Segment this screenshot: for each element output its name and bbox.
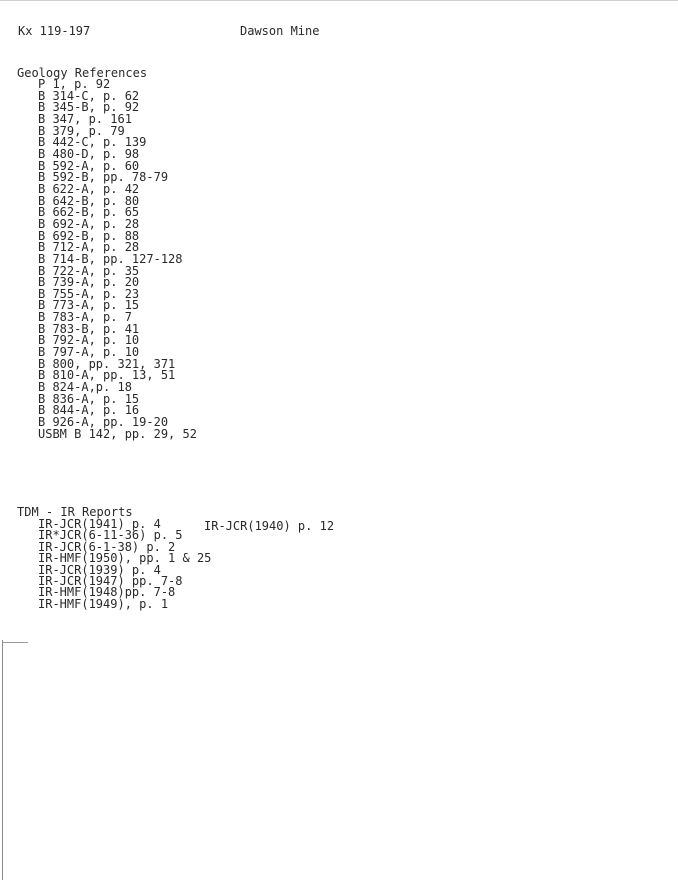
left-margin-tick bbox=[2, 642, 28, 643]
reference-item: P 1, p. 92 bbox=[38, 77, 111, 91]
reference-item: IR*JCR(6-11-36) p. 5 bbox=[38, 528, 183, 543]
reference-item: B 844-A, p. 16 bbox=[38, 403, 140, 418]
reference-item: B 314-C, p. 62 bbox=[38, 88, 140, 103]
reference-item: B 792-A, p. 10 bbox=[38, 333, 140, 348]
reference-item: B 800, pp. 321, 371 bbox=[38, 356, 176, 371]
reference-item: IR-JCR(1947) pp. 7-8 bbox=[38, 574, 183, 589]
reference-item: B 442-C, p. 139 bbox=[38, 135, 147, 150]
reference-item: B 345-B, p. 92 bbox=[38, 100, 140, 115]
geology-references-heading: Geology References bbox=[17, 66, 148, 80]
geology-references-list bbox=[38, 79, 197, 440]
reference-item: B 592-B, pp. 78-79 bbox=[38, 170, 169, 185]
reference-item: B 824-A,p. 18 bbox=[38, 380, 132, 395]
reference-item: B 810-A, pp. 13, 51 bbox=[38, 368, 176, 383]
reference-item: B 783-A, p. 7 bbox=[38, 310, 132, 325]
reference-item: B 836-A, p. 15 bbox=[38, 391, 140, 406]
reference-item: IR-HMF(1948)pp. 7-8 bbox=[38, 585, 176, 600]
reference-item: B 722-A, p. 35 bbox=[38, 263, 140, 278]
top-edge-rule bbox=[0, 0, 678, 1]
reference-item: IR-HMF(1950), pp. 1 & 25 bbox=[38, 551, 212, 566]
reference-item: B 692-B, p. 88 bbox=[38, 228, 140, 243]
reference-item: B 379, p. 79 bbox=[38, 123, 125, 138]
reference-item: IR-JCR(1941) p. 4 bbox=[38, 517, 161, 531]
reference-item: B 692-A, p. 28 bbox=[38, 216, 140, 231]
tdm-reports-list bbox=[38, 519, 211, 610]
reference-item: B 783-B, p. 41 bbox=[38, 321, 140, 336]
reference-item: IR-JCR(1939) p. 4 bbox=[38, 562, 161, 577]
document-title: Dawson Mine bbox=[240, 24, 320, 38]
reference-item: IR-HMF(1949), p. 1 bbox=[38, 596, 169, 611]
reference-item: B 755-A, p. 23 bbox=[38, 286, 140, 301]
reference-item: B 773-A, p. 15 bbox=[38, 298, 140, 313]
reference-item: B 347, p. 161 bbox=[38, 111, 132, 126]
reference-item: B 662-B, p. 65 bbox=[38, 205, 140, 220]
reference-item: B 712-A, p. 28 bbox=[38, 240, 140, 255]
reference-item: B 480-D, p. 98 bbox=[38, 146, 140, 161]
reference-item: B 739-A, p. 20 bbox=[38, 275, 140, 290]
tdm-extra-reference: IR-JCR(1940) p. 12 bbox=[204, 519, 335, 533]
reference-item: B 622-A, p. 42 bbox=[38, 181, 140, 196]
reference-item: B 592-A, p. 60 bbox=[38, 158, 140, 173]
left-margin-rule bbox=[2, 640, 3, 880]
reference-item: USBM B 142, pp. 29, 52 bbox=[38, 426, 197, 441]
reference-item: B 926-A, pp. 19-20 bbox=[38, 415, 169, 430]
tdm-reports-heading: TDM - IR Reports bbox=[17, 505, 133, 519]
reference-item: B 714-B, pp. 127-128 bbox=[38, 251, 183, 266]
reference-item: B 642-B, p. 80 bbox=[38, 193, 140, 208]
reference-item: IR-JCR(6-1-38) p. 2 bbox=[38, 539, 176, 554]
reference-item: B 797-A, p. 10 bbox=[38, 345, 140, 360]
document-id: Kx 119-197 bbox=[18, 24, 91, 38]
